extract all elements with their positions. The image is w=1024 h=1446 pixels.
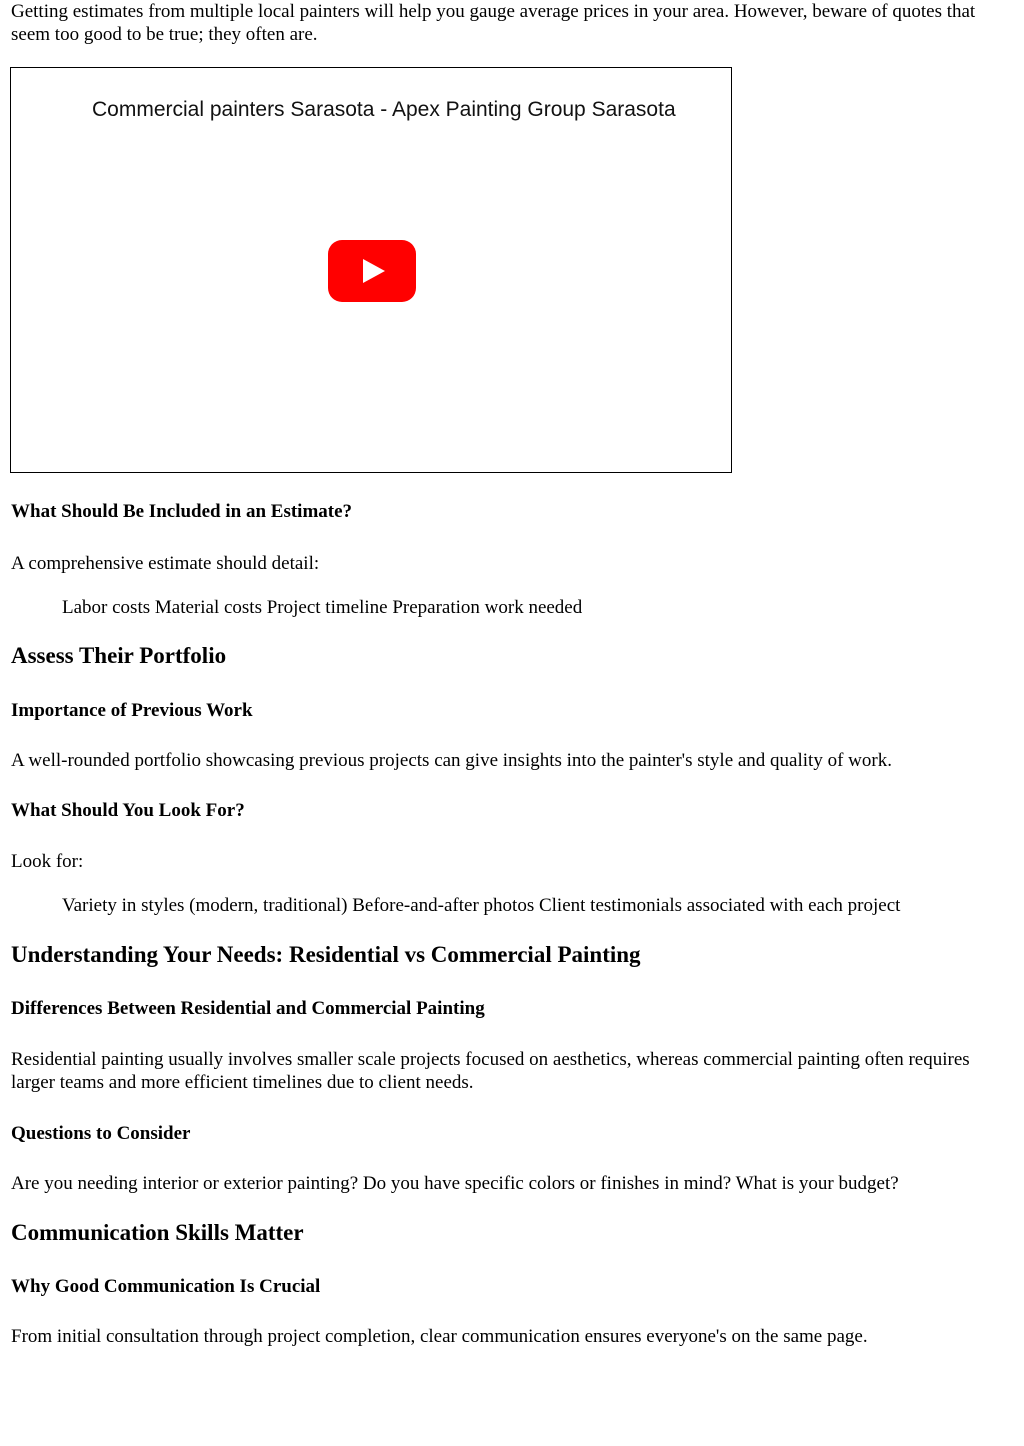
estimate-heading: What Should Be Included in an Estimate?: [11, 501, 353, 522]
portfolio-list: [62, 894, 900, 917]
list-item: Labor costs: [62, 597, 151, 618]
portfolio-subheading-previous-work: Importance of Previous Work: [11, 700, 253, 721]
list-item: Material costs: [154, 597, 262, 618]
needs-subheading-differences: Differences Between Residential and Commercial Painting: [11, 998, 485, 1019]
portfolio-paragraph: A well-rounded portfolio showcasing previous projects can give insights into the painter's style and quality of work.: [11, 750, 892, 771]
communication-heading: Communication Skills Matter: [11, 1220, 304, 1245]
portfolio-subheading-look-for: What Should You Look For?: [11, 800, 245, 821]
portfolio-heading: Assess Their Portfolio: [11, 643, 227, 668]
needs-heading: Understanding Your Needs: Residential vs Commercial Painting: [11, 942, 641, 967]
play-button[interactable]: [328, 240, 416, 302]
list-item: Before-and-after photos: [352, 895, 535, 916]
video-title[interactable]: Commercial painters Sarasota - Apex Painting Group Sarasota: [92, 98, 676, 121]
needs-subheading-questions: Questions to Consider: [11, 1123, 191, 1144]
communication-subheading: Why Good Communication Is Crucial: [11, 1276, 321, 1297]
estimate-list: [62, 596, 582, 619]
list-item: Variety in styles (modern, traditional): [62, 895, 348, 916]
list-item: Preparation work needed: [392, 597, 583, 618]
needs-paragraph-questions: Are you needing interior or exterior painting? Do you have specific colors or finishes in mind? What is your budget?: [11, 1173, 899, 1194]
video-embed[interactable]: [10, 67, 732, 473]
needs-paragraph-differences: Residential painting usually involves smaller scale projects focused on aesthetics, whereas commercial painting often requires larger teams and more efficient timelines due to client needs.: [11, 1049, 970, 1093]
youtube-play-icon: [328, 240, 416, 302]
communication-paragraph: From initial consultation through project completion, clear communication ensures everyone's on the same page.: [11, 1326, 868, 1347]
intro-paragraph: Getting estimates from multiple local painters will help you gauge average prices in your area. However, beware of quotes that seem too good to be true; they often are.: [11, 1, 976, 45]
list-item: Client testimonials associated with each project: [538, 895, 901, 916]
list-item: Project timeline: [266, 597, 388, 618]
portfolio-lead: Look for:: [11, 851, 84, 872]
estimate-lead: A comprehensive estimate should detail:: [11, 553, 320, 574]
